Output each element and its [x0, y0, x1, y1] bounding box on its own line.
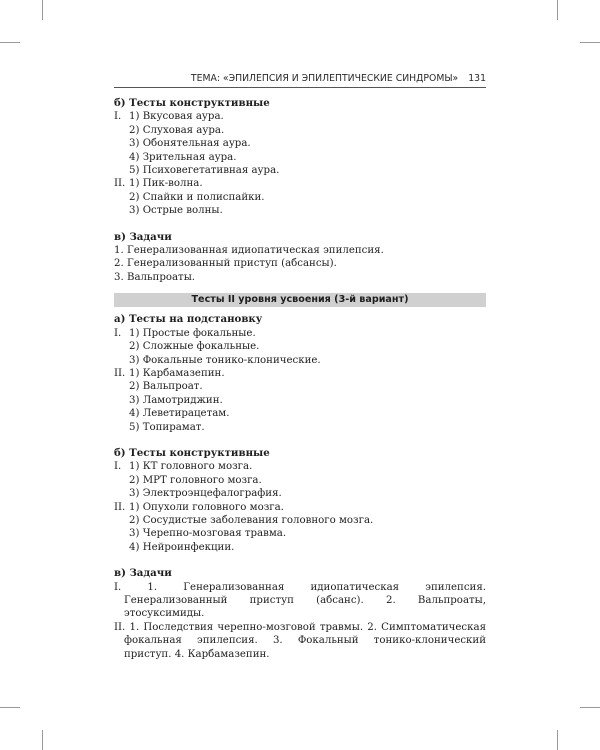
- section-heading: а) Тесты на подстановку: [114, 313, 263, 326]
- list-item: 5) Психовегетативная аура.: [129, 165, 280, 177]
- group-marker: I.: [114, 111, 122, 123]
- list-item: 4) Нейроинфекции.: [129, 541, 235, 553]
- list-item: 2) Вальпроат.: [129, 381, 203, 393]
- group-marker: II.: [114, 178, 126, 190]
- page-number: 131: [468, 73, 486, 84]
- list-item: 3) Ламотриджин.: [129, 394, 223, 406]
- list-item: I. 1) Простые фокальные.: [114, 327, 256, 339]
- section-heading: в) Задачи: [114, 567, 172, 580]
- crop-mark: [0, 707, 20, 708]
- task-answer: I. 1. Генерализованная идиопатическая эпилепсия. Генерализованный приступ (абсанс). 2. Вальпроаты, этосуксимиды.: [114, 581, 486, 620]
- group-marker: I.: [114, 581, 122, 593]
- section-heading: б) Тесты конструктивные: [114, 446, 270, 459]
- list-item: 3) Острые волны.: [129, 205, 223, 217]
- list-item: II. 1) Пик-волна.: [114, 178, 203, 190]
- list-item: 5) Топирамат.: [129, 421, 205, 433]
- crop-mark: [557, 730, 558, 750]
- page-content: [114, 97, 486, 661]
- running-header: [114, 73, 486, 88]
- list-item: 2. Генерализованный приступ (абсансы).: [114, 258, 337, 270]
- list-item: 3) Обонятельная аура.: [129, 138, 251, 150]
- crop-mark: [557, 0, 558, 20]
- section-band: Тесты II уровня усвоения (3-й вариант): [114, 293, 486, 307]
- list-item: 2) МРТ головного мозга.: [129, 474, 262, 486]
- list-item: 4) Зрительная аура.: [129, 151, 237, 163]
- list-item: 2) Сосудистые заболевания головного мозга.: [129, 514, 374, 526]
- group-marker: I.: [114, 327, 122, 339]
- list-item: 4) Леветирацетам.: [129, 408, 230, 420]
- crop-mark: [580, 707, 600, 708]
- section-heading: б) Тесты конструктивные: [114, 97, 270, 109]
- group-marker: II.: [114, 367, 126, 379]
- list-item: I. 1) КТ головного мозга.: [114, 461, 253, 473]
- list-item: I. 1) Вкусовая аура.: [114, 111, 224, 123]
- task-answer: II. 1. Последствия черепно-мозговой травмы. 2. Симптоматическая фокальная эпилепсия. 3. Фокальный тонико-клонический приступ. 4. Карбамазепин.: [114, 621, 486, 660]
- crop-mark: [0, 42, 20, 43]
- crop-mark: [580, 42, 600, 43]
- group-marker: I.: [114, 461, 122, 473]
- list-item: 2) Сложные фокальные.: [129, 341, 260, 353]
- list-item: 3) Фокальные тонико-клонические.: [129, 354, 321, 366]
- list-item: 3. Вальпроаты.: [114, 271, 196, 283]
- crop-mark: [42, 730, 43, 750]
- list-item: 1. Генерализованная идиопатическая эпилепсия.: [114, 245, 384, 257]
- list-item: II. 1) Карбамазепин.: [114, 367, 225, 379]
- list-item: 3) Черепно-мозговая травма.: [129, 528, 287, 540]
- section-heading: в) Задачи: [114, 230, 172, 243]
- crop-mark: [42, 0, 43, 20]
- group-marker: II.: [114, 501, 126, 513]
- list-item: II. 1) Опухоли головного мозга.: [114, 501, 284, 513]
- list-item: 2) Спайки и полиспайки.: [129, 191, 265, 203]
- list-item: 2) Слуховая аура.: [129, 124, 225, 136]
- list-item: 3) Электроэнцефалография.: [129, 488, 282, 500]
- group-marker: II.: [114, 621, 126, 633]
- running-header-title: ТЕМА: «ЭПИЛЕПСИЯ И ЭПИЛЕПТИЧЕСКИЕ СИНДРОМЫ»: [190, 73, 459, 84]
